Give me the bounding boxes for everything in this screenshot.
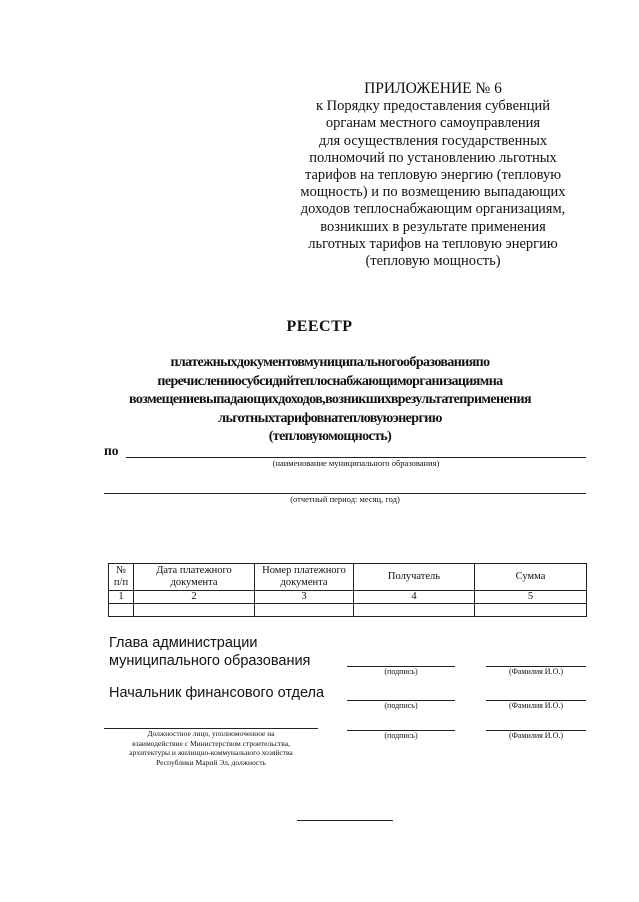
annex-line: полномочий по установлению льготных: [309, 149, 557, 166]
subtitle-line: платежныхдокументовмуниципальногообразованияпо: [170, 355, 490, 370]
closing-rule: [297, 820, 393, 821]
document-subtitle: [100, 354, 560, 447]
head-label-line2: муниципального образования: [109, 653, 311, 669]
annex-line: (тепловую мощность): [365, 253, 501, 270]
table-cell: 3: [255, 591, 354, 604]
municipality-caption: (наименование муниципального образования): [272, 458, 440, 468]
official-signature-caption: (подпись): [384, 731, 418, 740]
finance-signature-caption: (подпись): [384, 701, 418, 710]
header-payment-date: Дата платежного документа: [134, 564, 255, 591]
header-number: № п/п: [109, 564, 134, 591]
official-caption-line: Должностное лицо, уполномоченное на: [147, 729, 275, 738]
table-cell: 1: [109, 591, 134, 604]
head-name-caption: (Фамилия И.О.): [508, 667, 564, 676]
annex-line: тарифов на тепловую энергию (тепловую: [304, 167, 562, 184]
annex-line: возникших в результате применения: [320, 218, 546, 235]
subtitle-line: (тепловуюмощность): [268, 429, 392, 444]
table-cell: 2: [134, 591, 255, 604]
register-table: [108, 563, 587, 617]
table-numbering-row: [109, 591, 587, 604]
header-amount: Сумма: [475, 564, 587, 591]
annex-heading: ПРИЛОЖЕНИЕ № 6: [364, 80, 502, 97]
official-caption: [104, 729, 318, 767]
finance-label: Начальник финансового отдела: [109, 685, 325, 701]
annex-block: [283, 80, 583, 270]
table-cell: [134, 604, 255, 617]
subtitle-line: перечислениюсубсидийтеплоснабжающиморганизациямна: [157, 373, 503, 389]
finance-name-caption: (Фамилия И.О.): [508, 701, 564, 710]
annex-line: льготных тарифов на тепловую энергию: [308, 235, 558, 252]
annex-line: для осуществления государственных: [318, 132, 548, 149]
document-title: РЕЕСТР: [286, 318, 353, 335]
annex-line: органам местного самоуправления: [325, 115, 541, 132]
table-row: [109, 604, 587, 617]
period-caption: (отчетный период: месяц, год): [290, 494, 400, 504]
table-cell: 4: [354, 591, 475, 604]
table-cell: 5: [475, 591, 587, 604]
annex-line: доходов теплоснабжающим организациям,: [300, 201, 566, 218]
table-cell: [255, 604, 354, 617]
subtitle-line: льготныхтарифовнатепловуюэнергию: [218, 410, 442, 426]
header-payment-number: Номер платежного документа: [255, 564, 354, 591]
official-caption-line: взаимодействие с Министерством строительства,: [132, 738, 290, 748]
official-caption-line: архитектуры и жилищно-коммунального хозяйства: [129, 748, 293, 757]
table-header-row: [109, 564, 587, 591]
po-label: по: [104, 443, 119, 458]
head-signature-caption: (подпись): [384, 667, 418, 676]
official-name-caption: (Фамилия И.О.): [508, 731, 564, 740]
subtitle-line: возмещениевыпадающихдоходов,возникшихврезультатеприменения: [129, 392, 531, 407]
table-cell: [354, 604, 475, 617]
official-caption-line: Республики Марий Эл, должность: [156, 757, 266, 767]
annex-line: к Порядку предоставления субвенций: [315, 98, 551, 115]
annex-line: мощность) и по возмещению выпадающих: [300, 184, 566, 201]
header-recipient: Получатель: [354, 564, 475, 591]
table-cell: [109, 604, 134, 617]
table-cell: [475, 604, 587, 617]
head-label-line1: Глава администрации: [109, 635, 258, 651]
